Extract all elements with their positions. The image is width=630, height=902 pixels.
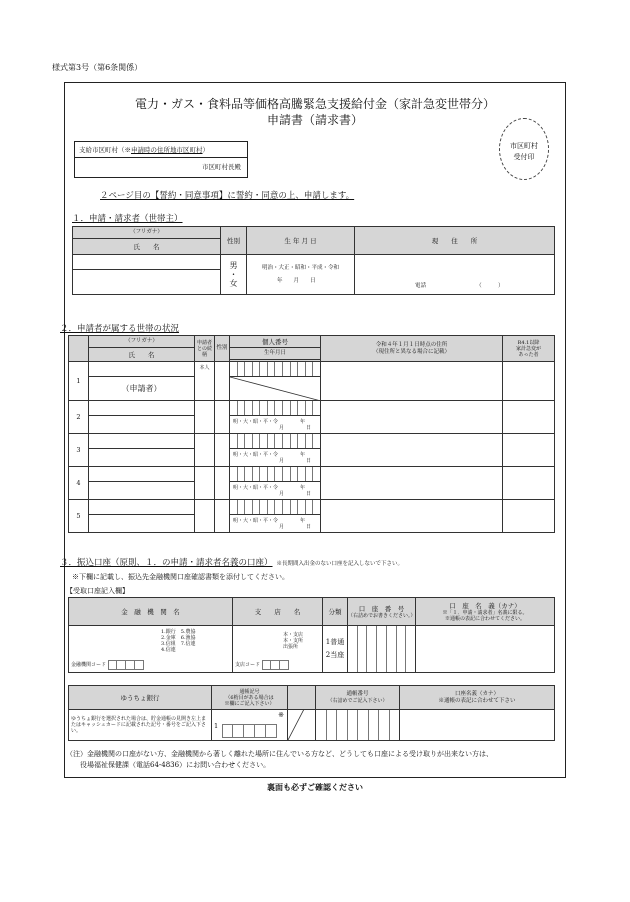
member-name-field[interactable] [89, 515, 195, 533]
member-mynumber-field[interactable] [230, 362, 321, 377]
bank-account-table: 金 融 機 関 名 支 店 名 分類 口 座 番 号 （右詰めでお書きください。） 口 座 名 義（カナ） ※「１．申請・請求者」名義に限る。 ※通帳の表記に合わせてください。 1.銀行 5.農協 2.金庫 6.漁協 3.信組 7.信連 4.信連 金融機関コード 本・支店 本・支所 出張所 支店コード 1普通 2当座 [68, 597, 555, 673]
member-address-field[interactable] [321, 467, 503, 500]
footnote: （注）金融機関の口座がない方、金融機関から著しく離れた場所に住んでいる方など、どうしても口座による受け取りが出来ない方は、 役場福祉保健課（電話64-4836）にお問い合わせください。 [66, 750, 493, 769]
account-type-field[interactable]: 1普通 2当座 [323, 626, 348, 673]
diagonal-strike [230, 377, 321, 401]
branch-name-field[interactable]: 本・支店 本・支所 出張所 支店コード [233, 626, 323, 673]
member-change-field[interactable] [503, 467, 555, 500]
member-change-field[interactable] [503, 434, 555, 467]
form-id: 様式第3号（第6条関係） [52, 63, 143, 72]
applicant-furigana-field[interactable] [73, 255, 221, 270]
member-furigana-field[interactable] [89, 467, 195, 482]
member-name-field[interactable] [89, 449, 195, 467]
section3-heading: ３．振込口座（原則、１．の申請・請求者名義の口座） [60, 558, 273, 568]
member-birth-field[interactable]: 明・大・昭・平・令 年 月 日 [230, 482, 321, 500]
member-name-field[interactable]: （申請者） [89, 377, 195, 401]
household-table: （フリガナ） 申請者との続柄 性別 個人番号 令和４年１月１日時点の住所 （現住所と異なる場合に記載） R4.1以降 家計急変が あった者 氏 名 生年月日 1 本人 （申請者） 2 明・大・昭・平・令 年 月 日 3 明・大・昭・平・令 年 月 日 4 明・大・昭・平・令 年 月 日 5 明・大・昭・平・令 年 月 日 [68, 335, 555, 533]
member-furigana-field[interactable] [89, 500, 195, 515]
member-change-field[interactable] [503, 500, 555, 533]
member-birth-field[interactable]: 明・大・昭・平・令 年 月 日 [230, 515, 321, 533]
member-furigana-field[interactable] [89, 401, 195, 416]
applicant-name-field[interactable] [73, 270, 221, 295]
form-subtitle: 申請書（請求書） [266, 113, 363, 127]
applicant-birth-field[interactable]: 明治・大正・昭和・平成・令和 年 月 日 [247, 255, 355, 295]
member-address-field[interactable] [321, 401, 503, 434]
member-mynumber-field[interactable] [230, 401, 321, 416]
account-holder-field[interactable] [416, 626, 555, 673]
yucho-holder-field[interactable] [400, 710, 555, 741]
consent-notice: ２ページ目の【誓約・同意事項】に誓約・同意の上、申請します。 [100, 191, 355, 201]
member-address-field[interactable] [321, 434, 503, 467]
diagonal-strike [288, 710, 316, 741]
applicant-gender-field[interactable]: 男 ・ 女 [221, 255, 247, 295]
reception-stamp-area: 市区町村 受付印 [499, 118, 549, 180]
member-mynumber-field[interactable] [230, 467, 321, 482]
applicant-table: （フリガナ） 性別 生 年 月 日 現 住 所 氏 名 男 ・ 女 明治・大正・昭和・平成・令和 年 月 日 電話 （ ） [72, 226, 555, 295]
mayor-addressee: 市区町村長殿 [202, 163, 241, 171]
member-birth-field[interactable]: 明・大・昭・平・令 年 月 日 [230, 416, 321, 434]
account-number-field[interactable] [348, 626, 416, 673]
section1-heading: １．申請・請求者（世帯主） [72, 214, 183, 224]
member-furigana-field[interactable] [89, 362, 195, 377]
attachment-note: ※下欄に記載し、振込先金融機関口座確認書類を添付してください。 [72, 573, 289, 581]
tsucho-kigo-field[interactable]: 1 ※ [212, 710, 288, 741]
bank-name-field[interactable]: 1.銀行 5.農協 2.金庫 6.漁協 3.信組 7.信連 4.信連 金融機関コード [69, 626, 233, 673]
yucho-table: ゆうちょ銀行 通帳記号 （6桁目がある場合は ※欄にご記入下さい） 通帳番号 （右詰めでご記入下さい） 口座名義（カナ） ※通帳の表記に合わせて下さい ゆうちょ銀行を選択された場合は、貯金通帳の見開き左上またはキャッシュカードに記載された記号・番号をご記入下さい。 1 ※ [68, 685, 555, 741]
member-furigana-field[interactable] [89, 434, 195, 449]
member-name-field[interactable] [89, 416, 195, 434]
member-change-field[interactable] [503, 362, 555, 401]
tsucho-number-field[interactable] [316, 710, 400, 741]
section2-heading: ２．申請者が属する世帯の状況 [60, 324, 180, 334]
member-change-field[interactable] [503, 401, 555, 434]
member-birth-field[interactable]: 明・大・昭・平・令 年 月 日 [230, 449, 321, 467]
applicant-address-field[interactable]: 電話 （ ） [355, 255, 555, 295]
municipality-box: 支給市区町村（※申請時の住所地市区町村） 市区町村長殿 [74, 141, 248, 178]
footer-reminder: 裏面も必ずご確認ください [267, 782, 363, 792]
member-mynumber-field[interactable] [230, 500, 321, 515]
form-title: 電力・ガス・食料品等価格高騰緊急支援給付金（家計急変世帯分） [134, 97, 495, 111]
yucho-instructions: ゆうちょ銀行を選択された場合は、貯金通帳の見開き左上またはキャッシュカードに記載された記号・番号をご記入下さい。 [69, 710, 212, 741]
member-address-field[interactable] [321, 362, 503, 401]
account-box-label: 【受取口座記入欄】 [66, 587, 129, 595]
member-name-field[interactable] [89, 482, 195, 500]
member-mynumber-field[interactable] [230, 434, 321, 449]
member-address-field[interactable] [321, 500, 503, 533]
